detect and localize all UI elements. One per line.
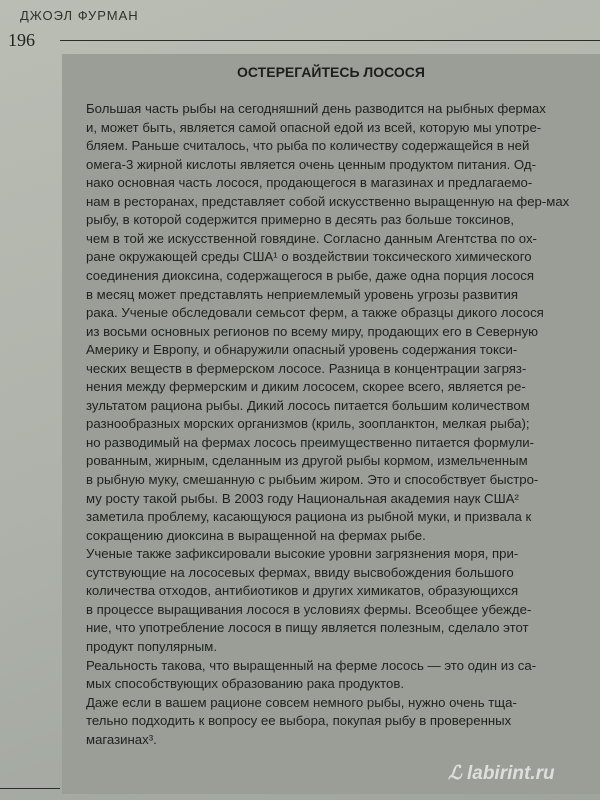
text-line: соединения диоксина, содержащегося в рыбе, даже одна порция лосося (86, 267, 535, 283)
text-line: из восьми основных регионов по всему миру, продающих его в Северную (86, 323, 539, 339)
text-line: в процессе выращивания лосося в условиях фермы. Всеобщее убежде- (86, 601, 532, 617)
watermark-text: labirint.ru (466, 763, 555, 784)
text-line: в месяц может представлять неприемлемый уровень угрозы развития (86, 286, 519, 302)
text-line: заметила проблему, касающуюся рациона из рыбной муки, и призвала к (86, 509, 532, 525)
text-line: Ученые также зафиксировали высокие уровни загрязнения моря, при- (86, 546, 519, 562)
text-line: нако основная часть лосося, продающегося в магазинах и предлагаемо- (86, 175, 533, 191)
text-line: Америку и Европу, и обнаружили опасный уровень содержания токси- (86, 342, 518, 358)
text-line: Большая часть рыбы на сегодняшний день разводится на рыбных фермах (86, 101, 546, 116)
page-number: 196 (8, 30, 35, 50)
text-line: но разводимый на фермах лосось преимущественно питается формули- (86, 434, 535, 450)
text-line: ние, что употребление лосося в пищу является полезным, сделало этот (86, 620, 529, 636)
text-line: му росту такой рыбы. В 2003 году Национальная академия наук США² (86, 490, 519, 506)
text-line: тельно подходить к вопросу ее выбора, покупая рыбу в проверенных (86, 713, 512, 729)
running-head: ДЖОЭЛ ФУРМАН (20, 8, 139, 23)
text-line: сутствующие на лососевых фермах, ввиду высвобождения большого (86, 564, 514, 580)
text-line: мых способствующих образованию рака продуктов. (86, 676, 405, 692)
text-line: магазинах³. (86, 731, 157, 747)
text-line: количества отходов, антибиотиков и других химикатов, образующихся (86, 583, 519, 599)
text-line: рованным, жирным, сделанным из другой рыбы кормом, измельченным (86, 453, 528, 469)
text-line: разнообразных морских организмов (криль, зоопланктон, мелкая рыба); (86, 416, 530, 432)
text-line: чем в той же искусственной говядине. Согласно данным Агентства по ох- (86, 230, 537, 246)
text-line: рыбу, в которой содержится примерно в десять раз больше токсинов, (86, 212, 515, 228)
text-line: рака. Ученые обследовали семьсот ферм, а также образцы дикого лосося (86, 305, 544, 321)
watermark-logo (448, 762, 555, 785)
watermark-icon: ℒ (448, 763, 462, 784)
text-line: бляем. Раньше считалось, что рыба по количеству содержащейся в ней (86, 138, 530, 154)
text-line: омега-3 жирной кислоты является очень ценным продуктом питания. Од- (86, 156, 536, 172)
footer-rule (0, 788, 60, 789)
text-line: Даже если в вашем рационе совсем немного рыбы, нужно очень тща- (86, 694, 517, 710)
text-line: нам в ресторанах, представляет собой искусственно выращенную на фер-мах (86, 193, 570, 209)
text-line: сокращению диоксина в выращенной на фермах рыбе. (86, 527, 426, 543)
text-line: Реальность такова, что выращенный на ферме лосось — это один из са- (86, 657, 537, 673)
text-line: зультатом рациона рыбы. Дикий лосось питается большим количеством (86, 397, 530, 413)
text-line: в рыбную муку, смешанную с рыбьим жиром. Это и способствует быстро- (86, 472, 539, 487)
text-line: нения между фермерским и диким лососем, скорее всего, является ре- (86, 379, 526, 395)
text-line: ческих веществ в фермерском лососе. Разница в концентрации загряз- (86, 360, 527, 376)
text-line: ране окружающей среды США¹ о воздействии токсического химического (86, 249, 532, 265)
text-line: продукт популярным. (86, 638, 218, 654)
text-line: и, может быть, является самой опасной едой из всей, которую мы употре- (86, 119, 542, 135)
box-title: ОСТЕРЕГАЙТЕСЬ ЛОСОСЯ (237, 64, 425, 80)
